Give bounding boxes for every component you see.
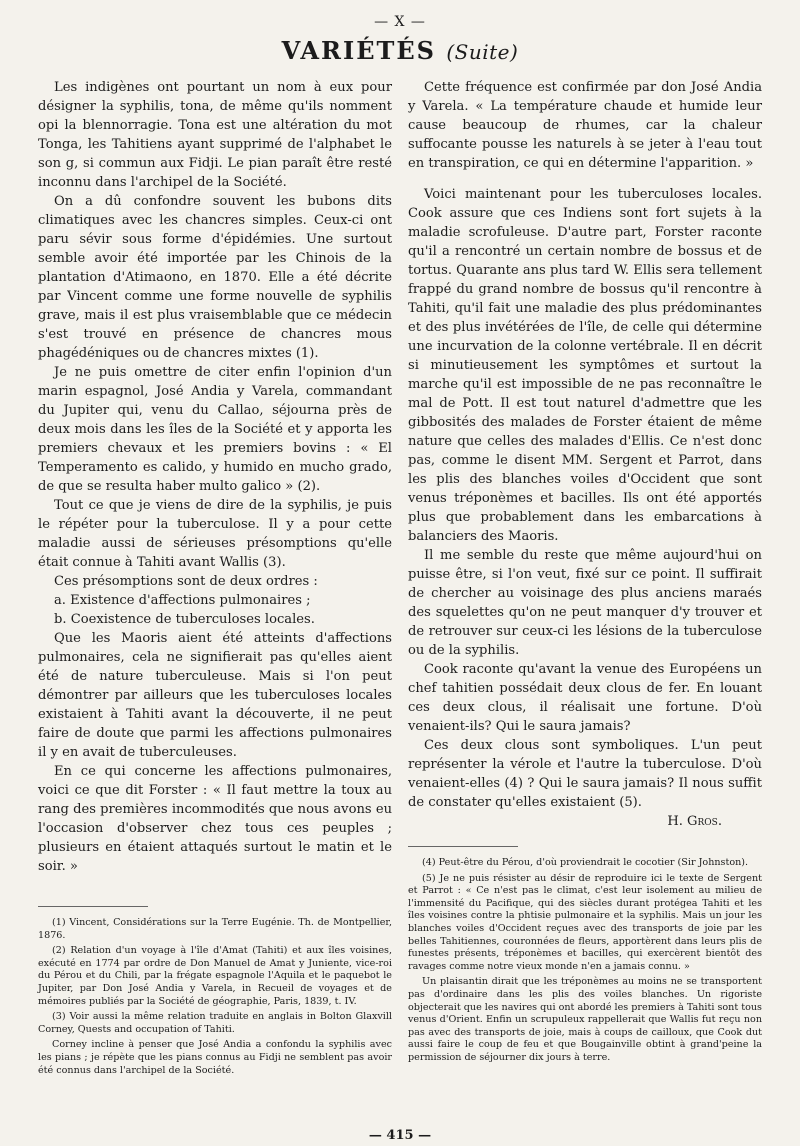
footnote: (5) Je ne puis résister au désir de reproduire ici le texte de Sergent et Parrot : « Ce n'est pas le climat, c'est leur isolement au milieu de l'immensité du Pacifique, qui des siècles durant protégea Tahiti et les îles voisines contre la phtisie pulmonaire et la syphilis. Mais un jour les blanches voiles d'Occident reçues avec des transports de joie par les belles Tahitiennes, couronnées de fleurs, apportèrent dans leurs plis de funestes présents, tréponèmes et bacilles, qui exercèrent bientôt des ravages comme notre vieux monde n'en a jamais connu. » <box>408 872 762 972</box>
footnote: (1) Vincent, Considérations sur la Terre Eugénie. Th. de Montpellier, 1876. <box>38 917 392 941</box>
paragraph: Les indigènes ont pourtant un nom à eux pour désigner la syphilis, tona, de même qu'ils nomment opi la blennorragie. Tona est une altération du mot Tonga, les Tahitiens ayant supprimé de l'alphabet le son g, si commun aux Fidji. Le pian paraît être resté inconnu dans l'archipel de la Société. <box>38 80 392 190</box>
right-column <box>408 78 762 831</box>
title-subtitle: (Suite) <box>446 40 519 64</box>
author-signature: H. Gros. <box>667 814 722 829</box>
paragraph: Tout ce que je viens de dire de la syphilis, je puis le répéter pour la tuberculose. Il y a pour cette maladie aussi de sérieuses présomptions qu'elle était connue à Tahiti avant Wallis (3). <box>38 498 392 570</box>
footnote-divider <box>408 846 518 847</box>
paragraph: Ces présomptions sont de deux ordres : <box>54 574 318 589</box>
paragraph: On a dû confondre souvent les bubons dits climatiques avec les chancres simples. Ceux-ci ont paru sévir sous forme d'épidémies. Une surtout semble avoir été importée par les Chinois de la plantation d'Atimaono, en 1870. Elle a été décrite par Vincent comme une forme nouvelle de syphilis grave, mais il est plus vraisemblable que ce médecin s'est trouvé en présence de chancres mous phagédéniques ou de chancres mixtes (1). <box>38 194 392 361</box>
footnote: (3) Voir aussi la même relation traduite en anglais in Bolton Glaxvill Corney, Quests and occupation of Tahiti. <box>38 1011 392 1035</box>
paragraph: Je ne puis omettre de citer enfin l'opinion d'un marin espagnol, José Andia y Varela, commandant du Jupiter qui, venu du Callao, séjourna près de deux mois dans les îles de la Société et y apporta les premiers chevaux et les premiers bovins : « El Temperamento es calido, y humido en mucho grado, de que se resulta haber multo galico » (2). <box>38 365 392 494</box>
list-item: a. Existence d'affections pulmonaires ; <box>54 593 311 608</box>
footnote: (4) Peut-être du Pérou, d'où proviendrait le cocotier (Sir Johnston). <box>422 857 749 868</box>
paragraph: En ce qui concerne les affections pulmonaires, voici ce que dit Forster : « Il faut mettre la toux au rang des premières incommodités que nous avons eu l'occasion d'observer chez tous ces peuples ; plusieurs en étaient attaqués surtout le matin et le soir. » <box>38 764 392 874</box>
page-number: — 415 — <box>368 1128 432 1143</box>
list-item: b. Coexistence de tuberculoses locales. <box>54 612 315 627</box>
footnotes-left <box>38 906 392 1077</box>
paragraph: Ces deux clous sont symboliques. L'un peut représenter la vérole et l'autre la tuberculose. D'où venaient-elles (4) ? Qui le saura jamais? Il nous suffit de constater qu'elles existaient (5). <box>408 738 762 810</box>
footnote: Un plaisantin dirait que les tréponèmes au moins ne se transportent pas d'ordinaire dans les plis des voiles blanches. Un rigoriste objecterait que les navires qui ont abordé les premiers à Tahiti sont tous venus d'Orient. Enfin un scrupuleux rappellerait que Wallis fut reçu non pas avec des transports de joie, mais à coups de cailloux, que Cook dut aussi faire le coup de feu et que Bougainville obtint à grand'peine la permission de séjourner dix jours à terre. <box>408 976 762 1063</box>
paragraph: Que les Maoris aient été atteints d'affections pulmonaires, cela ne signifierait pas qu'elles aient été de nature tuberculeuse. Mais si l'on peut démontrer par ailleurs que les tuberculoses locales existaient à Tahiti avant la découverte, il ne peut faire de doute que parmi les affections pulmonaires il y en avait de tuberculeuses. <box>38 631 392 760</box>
page-title <box>0 36 800 65</box>
paragraph: Il me semble du reste que même aujourd'hui on puisse être, si l'on veut, fixé sur ce point. Il suffirait de chercher au voisinage des plus anciens maraés des squelettes qu'on ne peut manquer d'y trouver et de retrouver sur ceux-ci les lésions de la tuberculose ou de la syphilis. <box>408 548 762 658</box>
left-column <box>38 78 392 876</box>
paragraph: Voici maintenant pour les tuberculoses locales. Cook assure que ces Indiens sont fort sujets à la maladie scrofuleuse. D'autre part, Forster raconte qu'il a rencontré un certain nombre de bossus et de tortus. Quarante ans plus tard W. Ellis sera tellement frappé du grand nombre de bossus qu'il rencontre à Tahiti, qu'il fait une maladie des plus prédominantes et des plus invétérées de l'île, de celle qui détermine une incurvation de la colonne vertébrale. Il en décrit si minutieusement les symptômes et surtout la marche qu'il est impossible de ne pas reconnaître le mal de Pott. Il est tout naturel d'admettre que les gibbosités des malades de Forster étaient de même nature que celles des malades d'Ellis. Ce n'est donc pas, comme le disent MM. Sergent et Parrot, dans les plis des blanches voiles d'Occident que sont venus tréponèmes et bacilles. Ils ont été apportés plus que probablement dans les embarcations à balanciers des Maoris. <box>408 187 762 544</box>
footnote-divider <box>38 906 148 907</box>
title-text: VARIÉTÉS <box>281 36 436 65</box>
footnote: Corney incline à penser que José Andia a confondu la syphilis avec les pians ; je répète que les pians connus au Fidji ne semblent pas avoir été connus dans l'archipel de la Société. <box>38 1039 392 1076</box>
footnote: (2) Relation d'un voyage à l'île d'Amat (Tahiti) et aux îles voisines, exécuté en 1774 par ordre de Don Manuel de Amat y Juniente, vice-roi du Pérou et du Chili, par la frégate espagnole l'Aquila et le paquebot le Jupiter, par Don José Andia y Varela, in Recueil de voyages et de mémoires publiés par la Société de géographie, Paris, 1839, t. IV. <box>38 945 392 1007</box>
footnotes-right <box>408 846 762 1065</box>
section-mark: — X — <box>374 14 426 30</box>
paragraph: Cette fréquence est confirmée par don José Andia y Varela. « La température chaude et humide leur cause beaucoup de rhumes, car la chaleur suffocante pousse les naturels à se jeter à l'eau tout en transpiration, ce qui en détermine l'apparition. » <box>408 80 762 171</box>
paragraph: Cook raconte qu'avant la venue des Européens un chef tahitien possédait deux clous de fer. En louant ces deux clous, il réalisait une fortune. D'où venaient-ils? Qui le saura jamais? <box>408 662 762 734</box>
